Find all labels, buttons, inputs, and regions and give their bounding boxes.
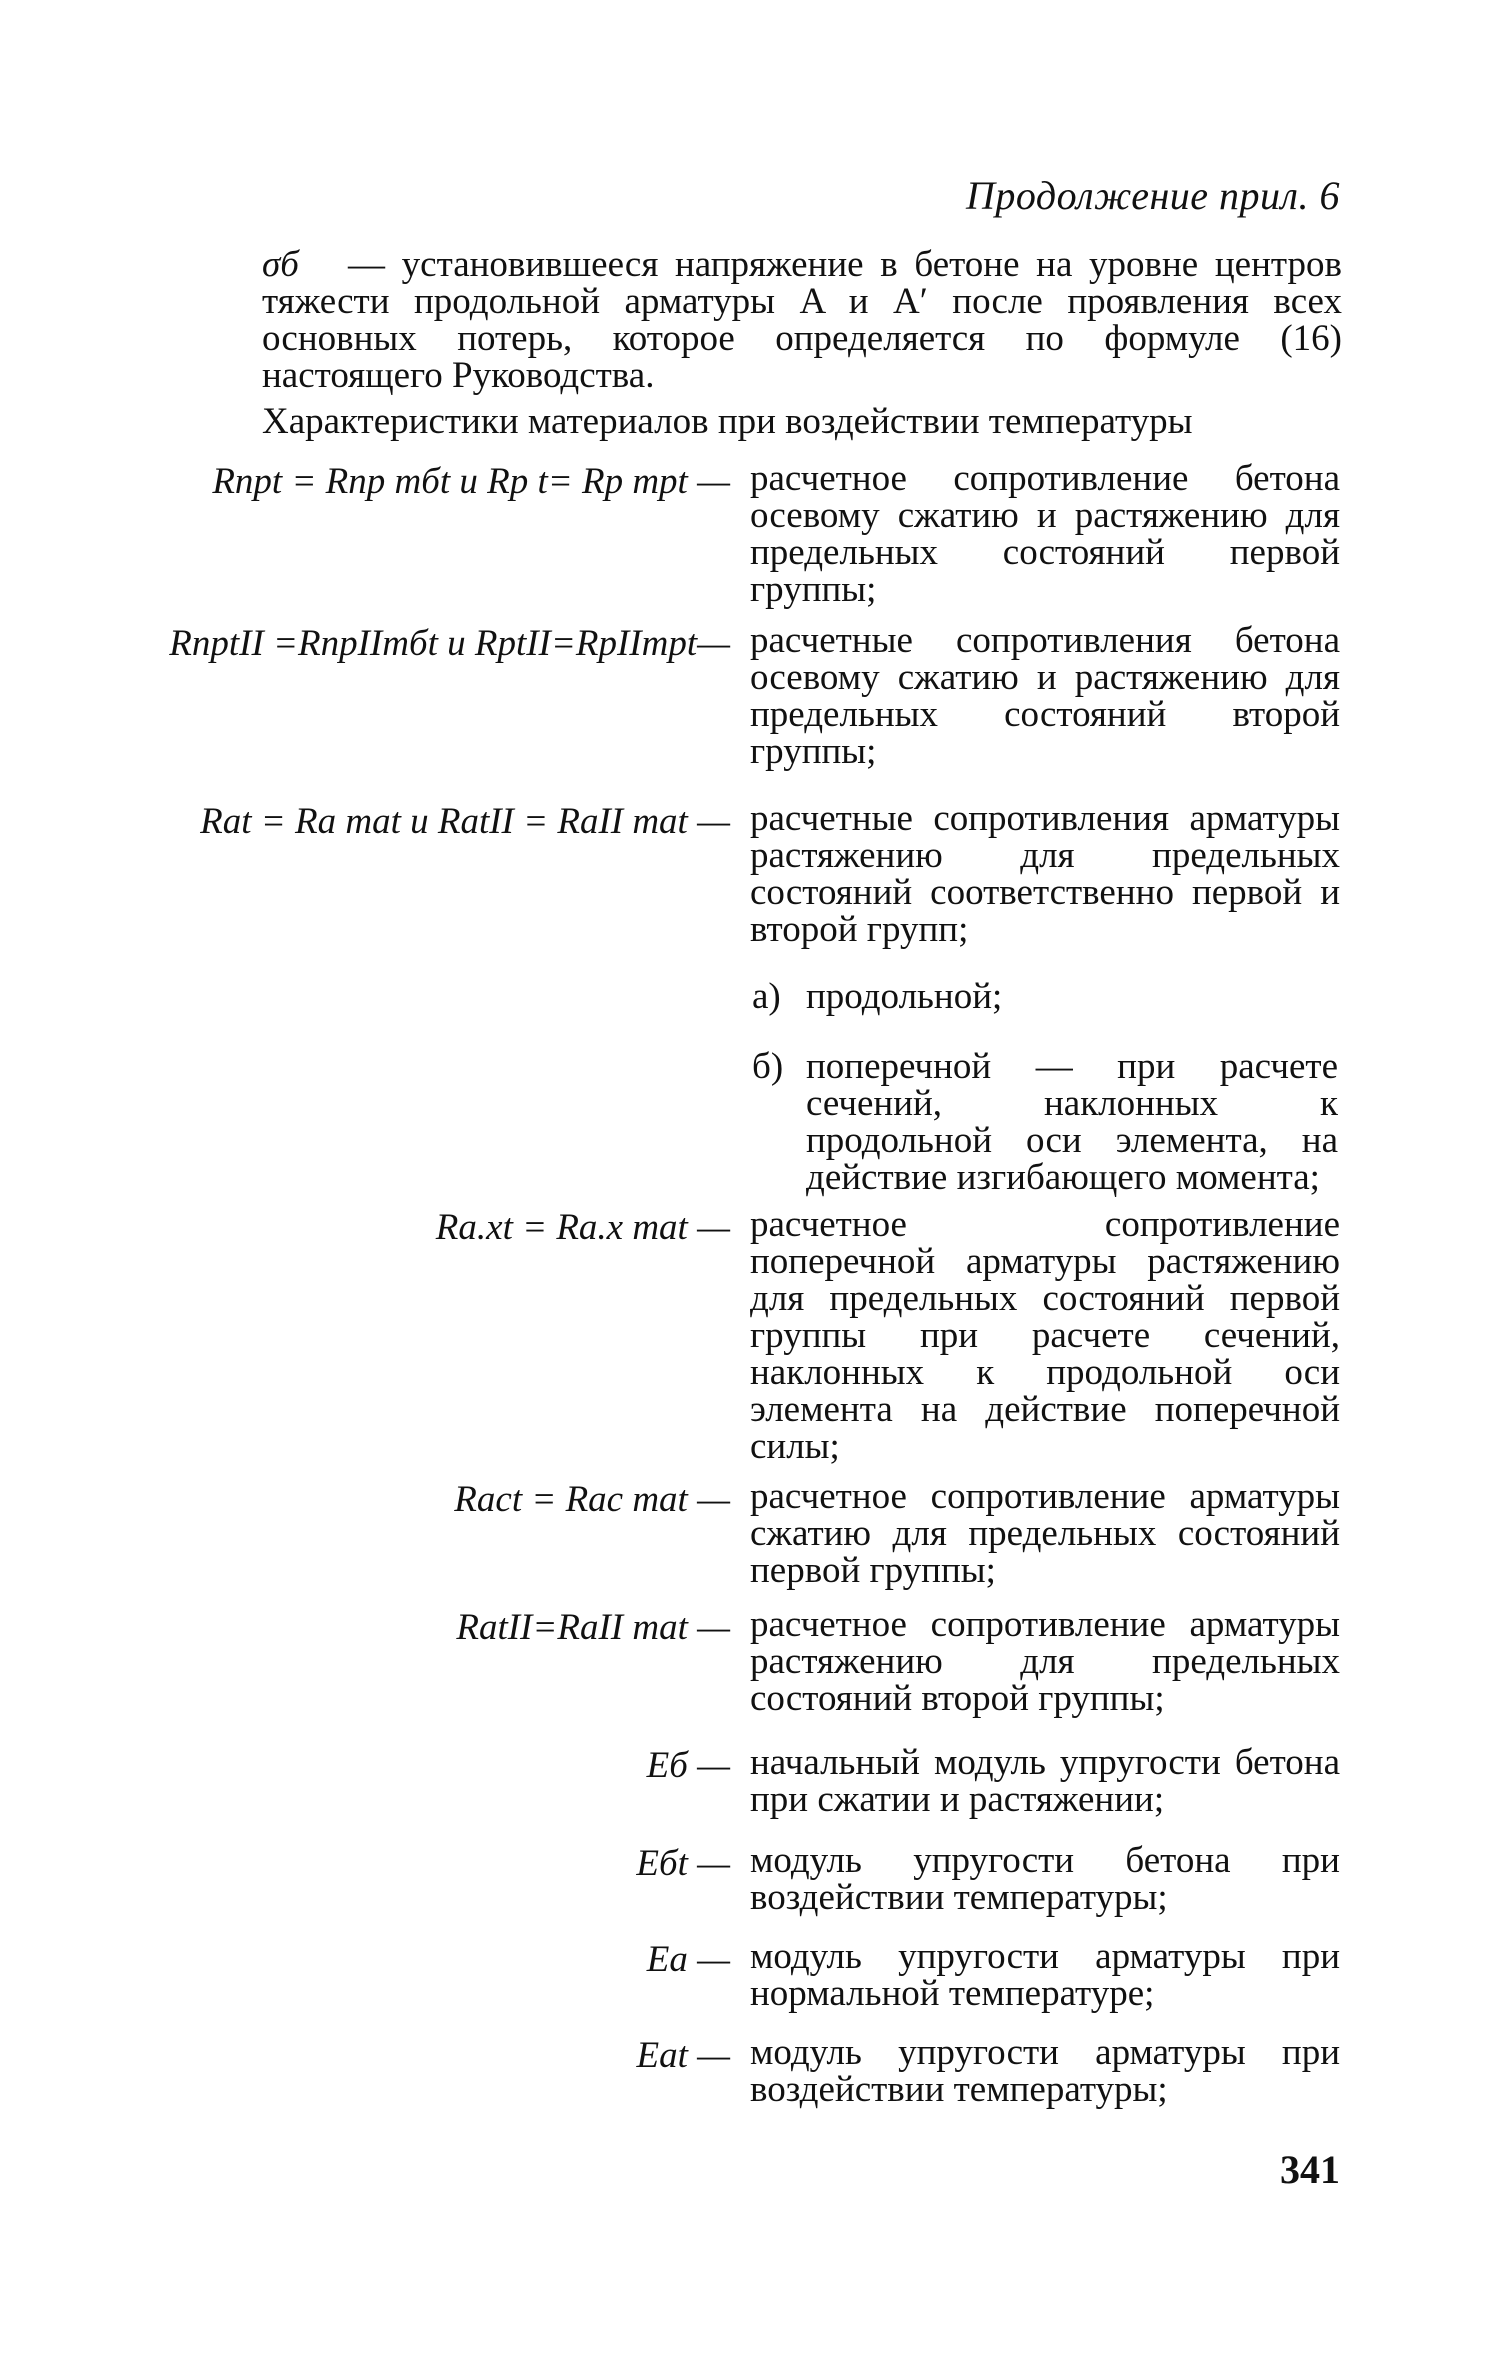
sub-item <box>752 1048 1340 1196</box>
definition-term: RпрtII =RпрIImбt и RрtII=RрIImрt— <box>169 623 730 664</box>
definition-term: Eаt — <box>636 2035 730 2076</box>
running-head: Продолжение прил. 6 <box>965 173 1340 218</box>
definition-term: RаtII=RаII mаt — <box>456 1607 730 1648</box>
definition-text: расчетное сопротивление арматуры растяжению для предельных состояний второй группы; <box>750 1604 1340 1719</box>
sub-item-marker: а) <box>752 976 781 1017</box>
sub-item <box>752 978 1340 1015</box>
definition-term: Eб — <box>646 1745 730 1786</box>
definition-term: Rа.хt = Rа.х mаt — <box>435 1207 730 1248</box>
definition-text: начальный модуль упругости бетона при сжатии и растяжении; <box>750 1742 1340 1820</box>
sub-item-text: продольной; <box>806 976 1003 1017</box>
definition-term: Rаct = Rаc mаt — <box>454 1479 730 1520</box>
definition-text: расчетное сопротивление поперечной арматуры растяжению для предельных состояний первой группы при расчете сечений, наклонных к продольной оси элемента на действие поперечной силы; <box>750 1204 1340 1467</box>
sub-item-text: поперечной — при расчете сечений, наклонных к продольной оси элемента, на действие изгибающего момента; <box>806 1046 1338 1198</box>
definition-term: Rпрt = Rпр mбt и Rр t= Rр mрt — <box>212 461 730 502</box>
definition-text: модуль упругости бетона при воздействии температуры; <box>750 1840 1340 1918</box>
definition-text: расчетное сопротивление бетона осевому сжатию и растяжению для предельных состояний первой группы; <box>750 458 1340 610</box>
definition-text: расчетное сопротивление арматуры сжатию для предельных состояний первой группы; <box>750 1476 1340 1591</box>
page-number: 341 <box>1280 2147 1340 2192</box>
definition-text: модуль упругости арматуры при нормальной температуре; <box>750 1936 1340 2014</box>
definition-text: расчетные сопротивления арматуры растяжению для предельных состояний соответственно первой и второй групп; <box>750 798 1340 950</box>
sigma-text: — установившееся напряжение в бетоне на уровне центров тяжести продольной арматуры A и A′ после проявления всех основных потерь, которое определяется по формуле (16) настоящего Руководства. <box>262 244 1342 396</box>
sigma-symbol: σб <box>262 244 299 285</box>
definition-term: Rаt = Rа mаt и RаtII = RаII mаt — <box>200 801 730 842</box>
definition-text: модуль упругости арматуры при воздействии температуры; <box>750 2032 1340 2110</box>
definition-term: Eа — <box>646 1939 730 1980</box>
sigma-definition <box>262 246 1342 394</box>
sub-item-marker: б) <box>752 1046 784 1087</box>
definition-text: расчетные сопротивления бетона осевому сжатию и растяжению для предельных состояний второй группы; <box>750 620 1340 772</box>
section-heading: Характеристики материалов при воздействии температуры <box>262 401 1193 442</box>
definition-term: Eбt — <box>636 1843 730 1884</box>
